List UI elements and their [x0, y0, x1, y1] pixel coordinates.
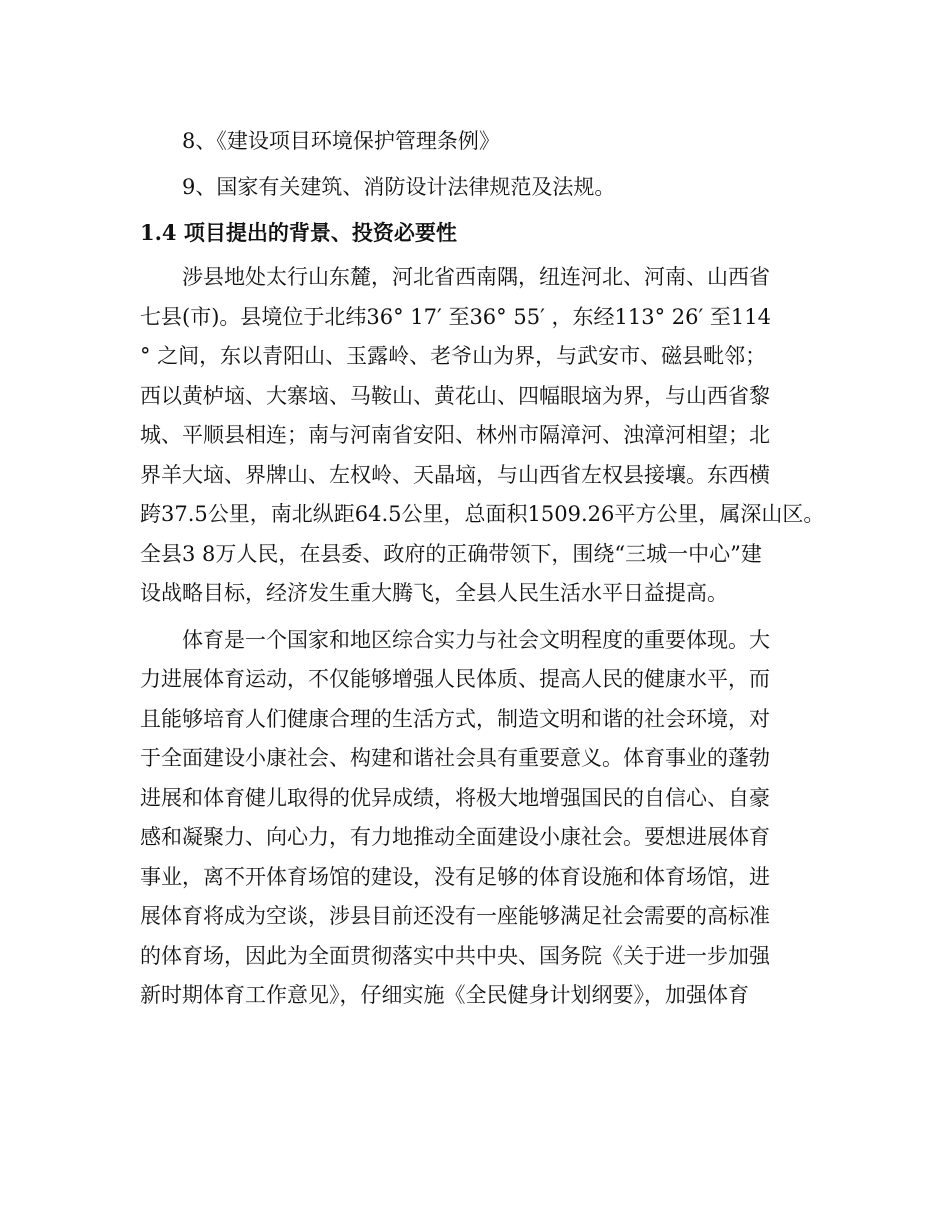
paragraph-line: 全县3 8万人民，在县委、政府的正确带领下，围绕“三城一中心”建 — [140, 541, 762, 566]
paragraph-line: 进展和体育健儿取得的优异成绩，将极大地增强国民的自信心、自豪 — [140, 785, 770, 810]
paragraph-line: 设战略目标，经济发生重大腾飞，全县人民生活水平日益提高。 — [140, 581, 728, 605]
paragraph-sports — [140, 621, 816, 1016]
paragraph-line: 感和凝聚力、向心力，有力地推动全面建设小康社会。要想进展体育 — [140, 825, 770, 849]
paragraph-line: 的体育场，因此为全面贯彻落实中共中央、国务院《关于进一步加强 — [140, 943, 770, 968]
paragraph-geography — [140, 258, 825, 614]
paragraph-line: 新时期体育工作意见》，仔细实施《全民健身计划纲要》，加强体育 — [140, 983, 749, 1007]
paragraph-line: 西以黄栌垴、大寨垴、马鞍山、黄花山、四幅眼垴为界，与山西省黎 — [140, 383, 770, 408]
paragraph-line: 且能够培育人们健康合理的生活方式，制造文明和谐的社会环境，对 — [140, 706, 770, 731]
paragraph-line: 展体育将成为空谈，涉县目前还没有一座能够满足社会需要的高标准 — [140, 904, 770, 928]
paragraph-line: 跨37.5公里，南北纵距64.5公里，总面积1509.26平方公里，属深山区。 — [140, 502, 825, 526]
paragraph-line: ° 之间，东以青阳山、玉露岭、老爷山为界，与武安市、磁县毗邻； — [140, 344, 767, 368]
paragraph-line: 事业，离不开体育场馆的建设，没有足够的体育设施和体育场馆，进 — [140, 864, 770, 889]
list-item: 9、国家有关建筑、消防设计法律规范及法规。 — [182, 175, 616, 199]
paragraph-line: 力进展体育运动，不仅能够增强人民体质、提高人民的健康水平，而 — [140, 667, 770, 691]
paragraph-line: 涉县地处太行山东麓，河北省西南隅，纽连河北、河南、山西省 — [182, 265, 770, 289]
document-body — [140, 118, 825, 1023]
paragraph-line: 界羊大垴、界牌山、左权岭、天晶垴，与山西省左权县接壤。东西横 — [140, 462, 770, 487]
paragraph-line: 七县(市)。县境位于北纬36° 17′ 至36° 55′ ，东经113° 26′ 至114 — [140, 304, 772, 329]
paragraph-line: 体育是一个国家和地区综合实力与社会文明程度的重要体现。大 — [182, 627, 770, 652]
paragraph-line: 城、平顺县相连；南与河南省安阳、林州市隔漳河、浊漳河相望；北 — [140, 423, 770, 447]
list-item: 8、《建设项目环境保护管理条例》 — [182, 129, 500, 153]
paragraph-line: 于全面建设小康社会、构建和谐社会具有重要意义。体育事业的蓬勃 — [140, 746, 770, 770]
section-heading: 1.4 项目提出的背景、投资必要性 — [140, 220, 457, 245]
